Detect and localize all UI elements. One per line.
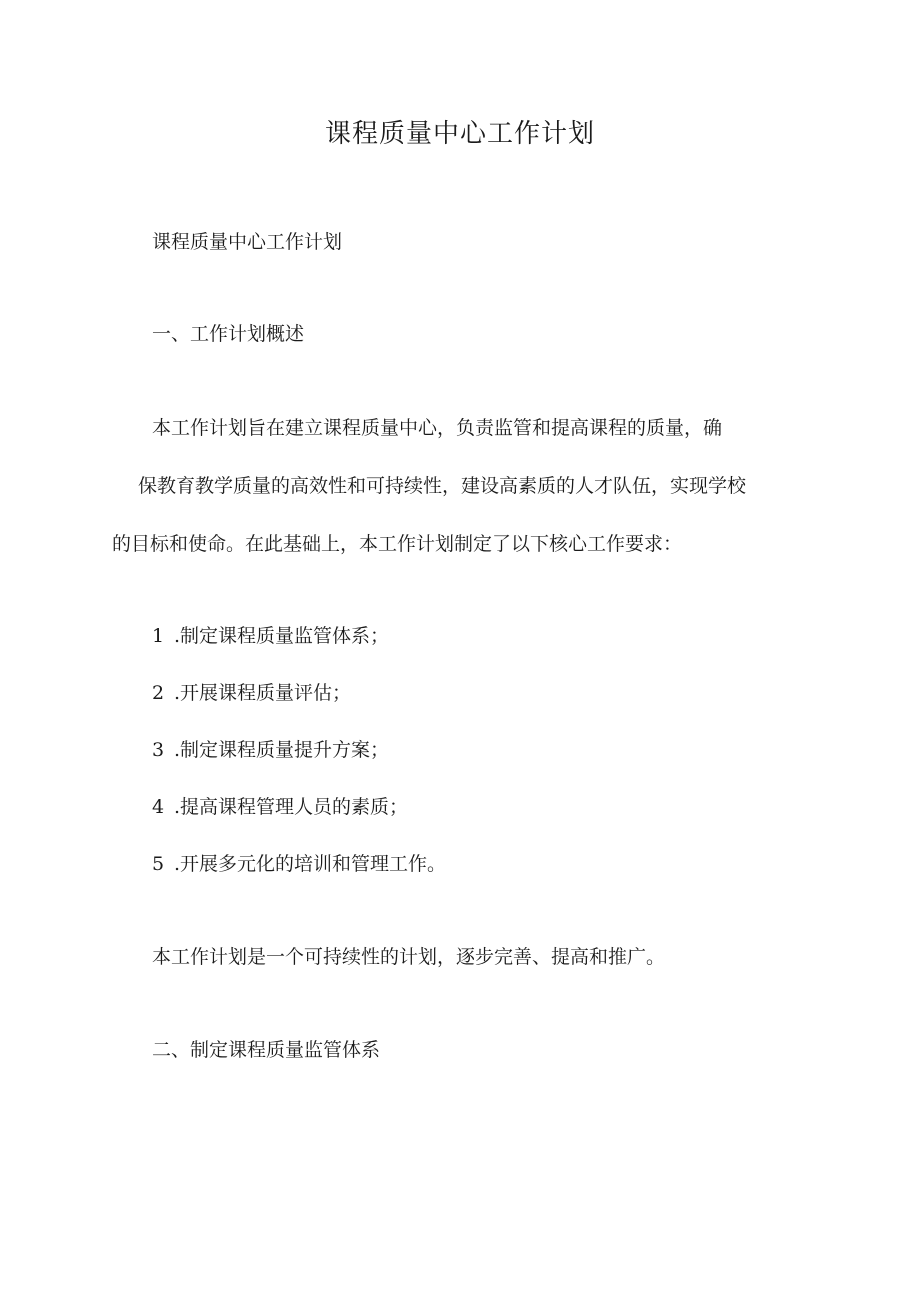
intro-paragraph-line-1: 本工作计划旨在建立课程质量中心，负责监管和提高课程的质量，确 xyxy=(152,417,723,439)
list-item-text: .提高课程管理人员的素质； xyxy=(174,796,409,818)
list-item xyxy=(152,793,408,821)
list-item xyxy=(152,679,351,707)
list-item-number: 3 xyxy=(152,739,165,761)
list-item-number: 1 xyxy=(152,625,165,647)
list-item xyxy=(152,736,389,764)
list-item-text: .制定课程质量提升方案； xyxy=(174,739,390,761)
summary-paragraph: 本工作计划是一个可持续性的计划，逐步完善、提高和推广。 xyxy=(152,946,666,968)
list-item-number: 4 xyxy=(152,796,165,818)
list-item xyxy=(152,622,389,650)
list-item-text: .开展多元化的培训和管理工作。 xyxy=(174,853,447,875)
intro-paragraph-line-2: 保教育教学质量的高效性和可持续性，建设高素质的人才队伍，实现学校 xyxy=(138,475,747,497)
document-subtitle: 课程质量中心工作计划 xyxy=(152,231,343,253)
list-item xyxy=(152,850,446,878)
intro-paragraph-line-3: 的目标和使命。在此基础上，本工作计划制定了以下核心工作要求： xyxy=(112,533,683,555)
list-item-number: 5 xyxy=(152,853,165,875)
list-item-text: .开展课程质量评估； xyxy=(174,682,352,704)
list-item-number: 2 xyxy=(152,682,165,704)
section-heading-supervision-system: 二、制定课程质量监管体系 xyxy=(152,1039,381,1061)
list-item-text: .制定课程质量监管体系； xyxy=(174,625,390,647)
document-title: 课程质量中心工作计划 xyxy=(324,119,595,149)
section-heading-overview: 一、工作计划概述 xyxy=(152,323,305,345)
